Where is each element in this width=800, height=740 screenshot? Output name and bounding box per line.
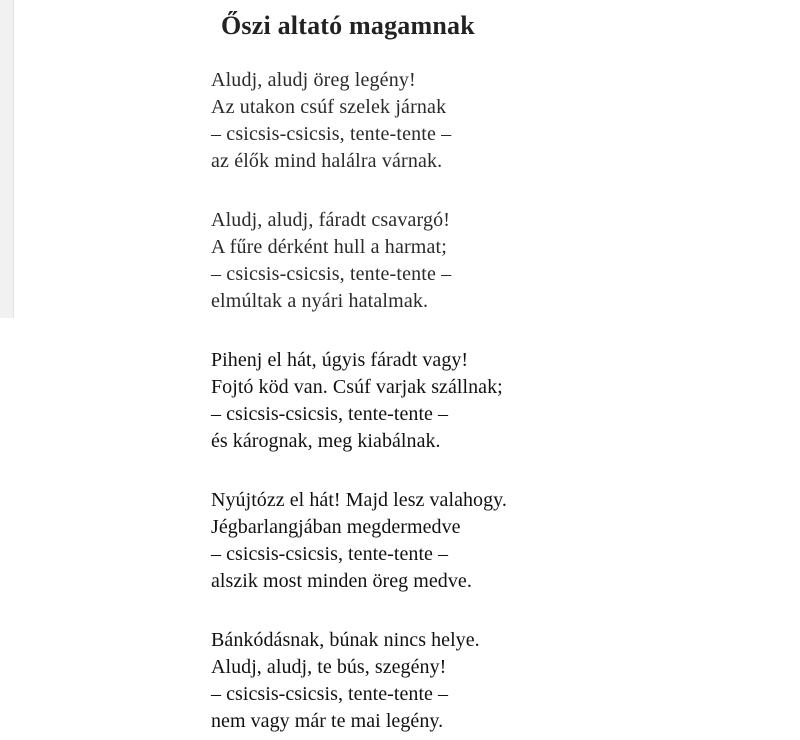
poem-line: Nyújtózz el hát! Majd lesz valahogy.	[211, 489, 507, 511]
poem	[211, 6, 771, 735]
poem-line: az élők mind halálra várnak.	[211, 150, 443, 172]
poem-line: elmúltak a nyári hatalmak.	[211, 290, 429, 312]
poem-line: Aludj, aludj öreg legény!	[211, 69, 416, 91]
page-edge	[0, 0, 14, 318]
poem-line: Fojtó köd van. Csúf varjak szállnak;	[211, 376, 503, 398]
poem-line: Aludj, aludj, fáradt csavargó!	[211, 209, 451, 231]
poem-line: alszik most minden öreg medve.	[211, 570, 472, 592]
poem-line: Aludj, aludj, te bús, szegény!	[211, 656, 447, 678]
stanza-2	[211, 207, 771, 315]
poem-title: Őszi altató magamnak	[221, 11, 475, 40]
poem-line: nem vagy már te mai legény.	[211, 710, 444, 732]
poem-line: – csicsis-csicsis, tente-tente –	[211, 123, 452, 145]
poem-line: Bánkódásnak, búnak nincs helye.	[211, 629, 480, 651]
stanza-4	[211, 487, 771, 595]
poem-line: Jégbarlangjában megdermedve	[211, 516, 461, 538]
poem-line: – csicsis-csicsis, tente-tente –	[211, 683, 449, 705]
poem-line: – csicsis-csicsis, tente-tente –	[211, 543, 449, 565]
stanza-3	[211, 347, 771, 455]
poem-line: – csicsis-csicsis, tente-tente –	[211, 263, 452, 285]
stanza-5	[211, 627, 771, 735]
poem-line: Az utakon csúf szelek járnak	[211, 96, 447, 118]
stanza-1	[211, 67, 771, 175]
poem-line: és kárognak, meg kiabálnak.	[211, 430, 441, 452]
poem-line: A fűre dérként hull a harmat;	[211, 236, 447, 258]
poem-line: – csicsis-csicsis, tente-tente –	[211, 403, 449, 425]
poem-line: Pihenj el hát, úgyis fáradt vagy!	[211, 349, 469, 371]
